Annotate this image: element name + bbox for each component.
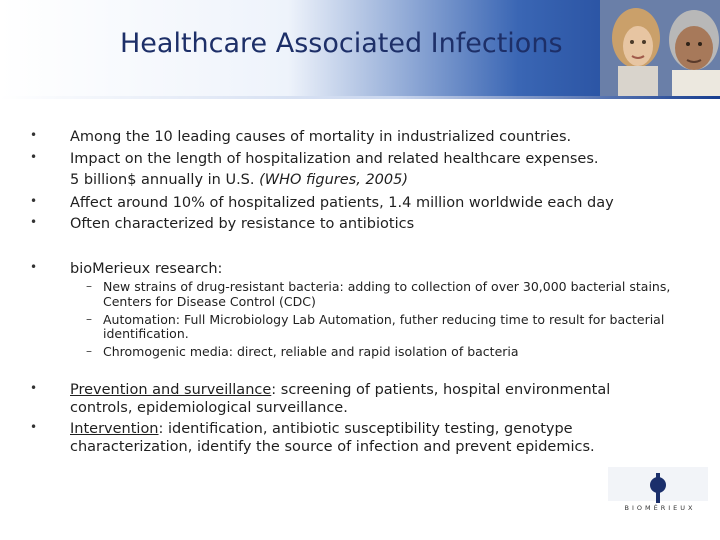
- sub-bullet-automation: Automation: Full Microbiology Lab Automation, futher reducing time to result for bacterial: [103, 312, 665, 327]
- slide-title: Healthcare Associated Infections: [120, 28, 563, 59]
- intervention-text: : identification, antibiotic susceptibility testing, genotype: [158, 421, 573, 437]
- sub-bullet-strains: New strains of drug-resistant bacteria: adding to collection of over 30,000 bacterial stains,: [103, 279, 671, 294]
- logo-wordmark: BIOMÉRIEUX: [624, 504, 696, 512]
- bullet-intervention-cont: characterization, identify the source of infection and prevent epidemics.: [70, 439, 595, 455]
- bullet-marker: •: [30, 128, 38, 142]
- biomerieux-logo: [606, 465, 710, 527]
- bullet-marker: •: [30, 260, 38, 274]
- bullet-resistance: Often characterized by resistance to antibiotics: [70, 216, 415, 232]
- bullet-marker: •: [30, 215, 38, 229]
- bullet-marker: •: [30, 194, 38, 208]
- bullet-marker: •: [30, 381, 38, 395]
- prevention-text: : screening of patients, hospital environmental: [271, 382, 611, 398]
- prevention-heading: Prevention and surveillance: [70, 382, 272, 398]
- sub-bullet-marker: –: [86, 344, 92, 358]
- bullet-intervention: [70, 420, 573, 438]
- logo-mark-icon: [606, 465, 710, 505]
- cost-source: (WHO figures, 2005): [259, 172, 409, 188]
- sub-bullet-marker: –: [86, 312, 92, 326]
- bullet-marker: •: [30, 150, 38, 164]
- sub-bullet-automation-cont: identification.: [103, 326, 189, 341]
- bullet-prevention-cont: controls, epidemiological surveillance.: [70, 400, 348, 416]
- bullet-hospitalization-cost: [70, 171, 408, 189]
- bullet-marker: •: [30, 420, 38, 434]
- sub-bullet-strains-cont: Centers for Disease Control (CDC): [103, 294, 316, 309]
- bullet-hospitalization: Impact on the length of hospitalization and related healthcare expenses.: [70, 151, 599, 167]
- sub-bullet-marker: –: [86, 279, 92, 293]
- bullet-prevention: [70, 381, 610, 399]
- bullet-affect: Affect around 10% of hospitalized patients, 1.4 million worldwide each day: [70, 195, 614, 211]
- sub-bullet-chromogenic: Chromogenic media: direct, reliable and rapid isolation of bacteria: [103, 344, 519, 359]
- cost-text: 5 billion$ annually in U.S.: [70, 172, 260, 188]
- bullet-mortality: Among the 10 leading causes of mortality in industrialized countries.: [70, 129, 572, 145]
- intervention-heading: Intervention: [70, 421, 159, 437]
- bullet-research: bioMerieux research:: [70, 261, 223, 277]
